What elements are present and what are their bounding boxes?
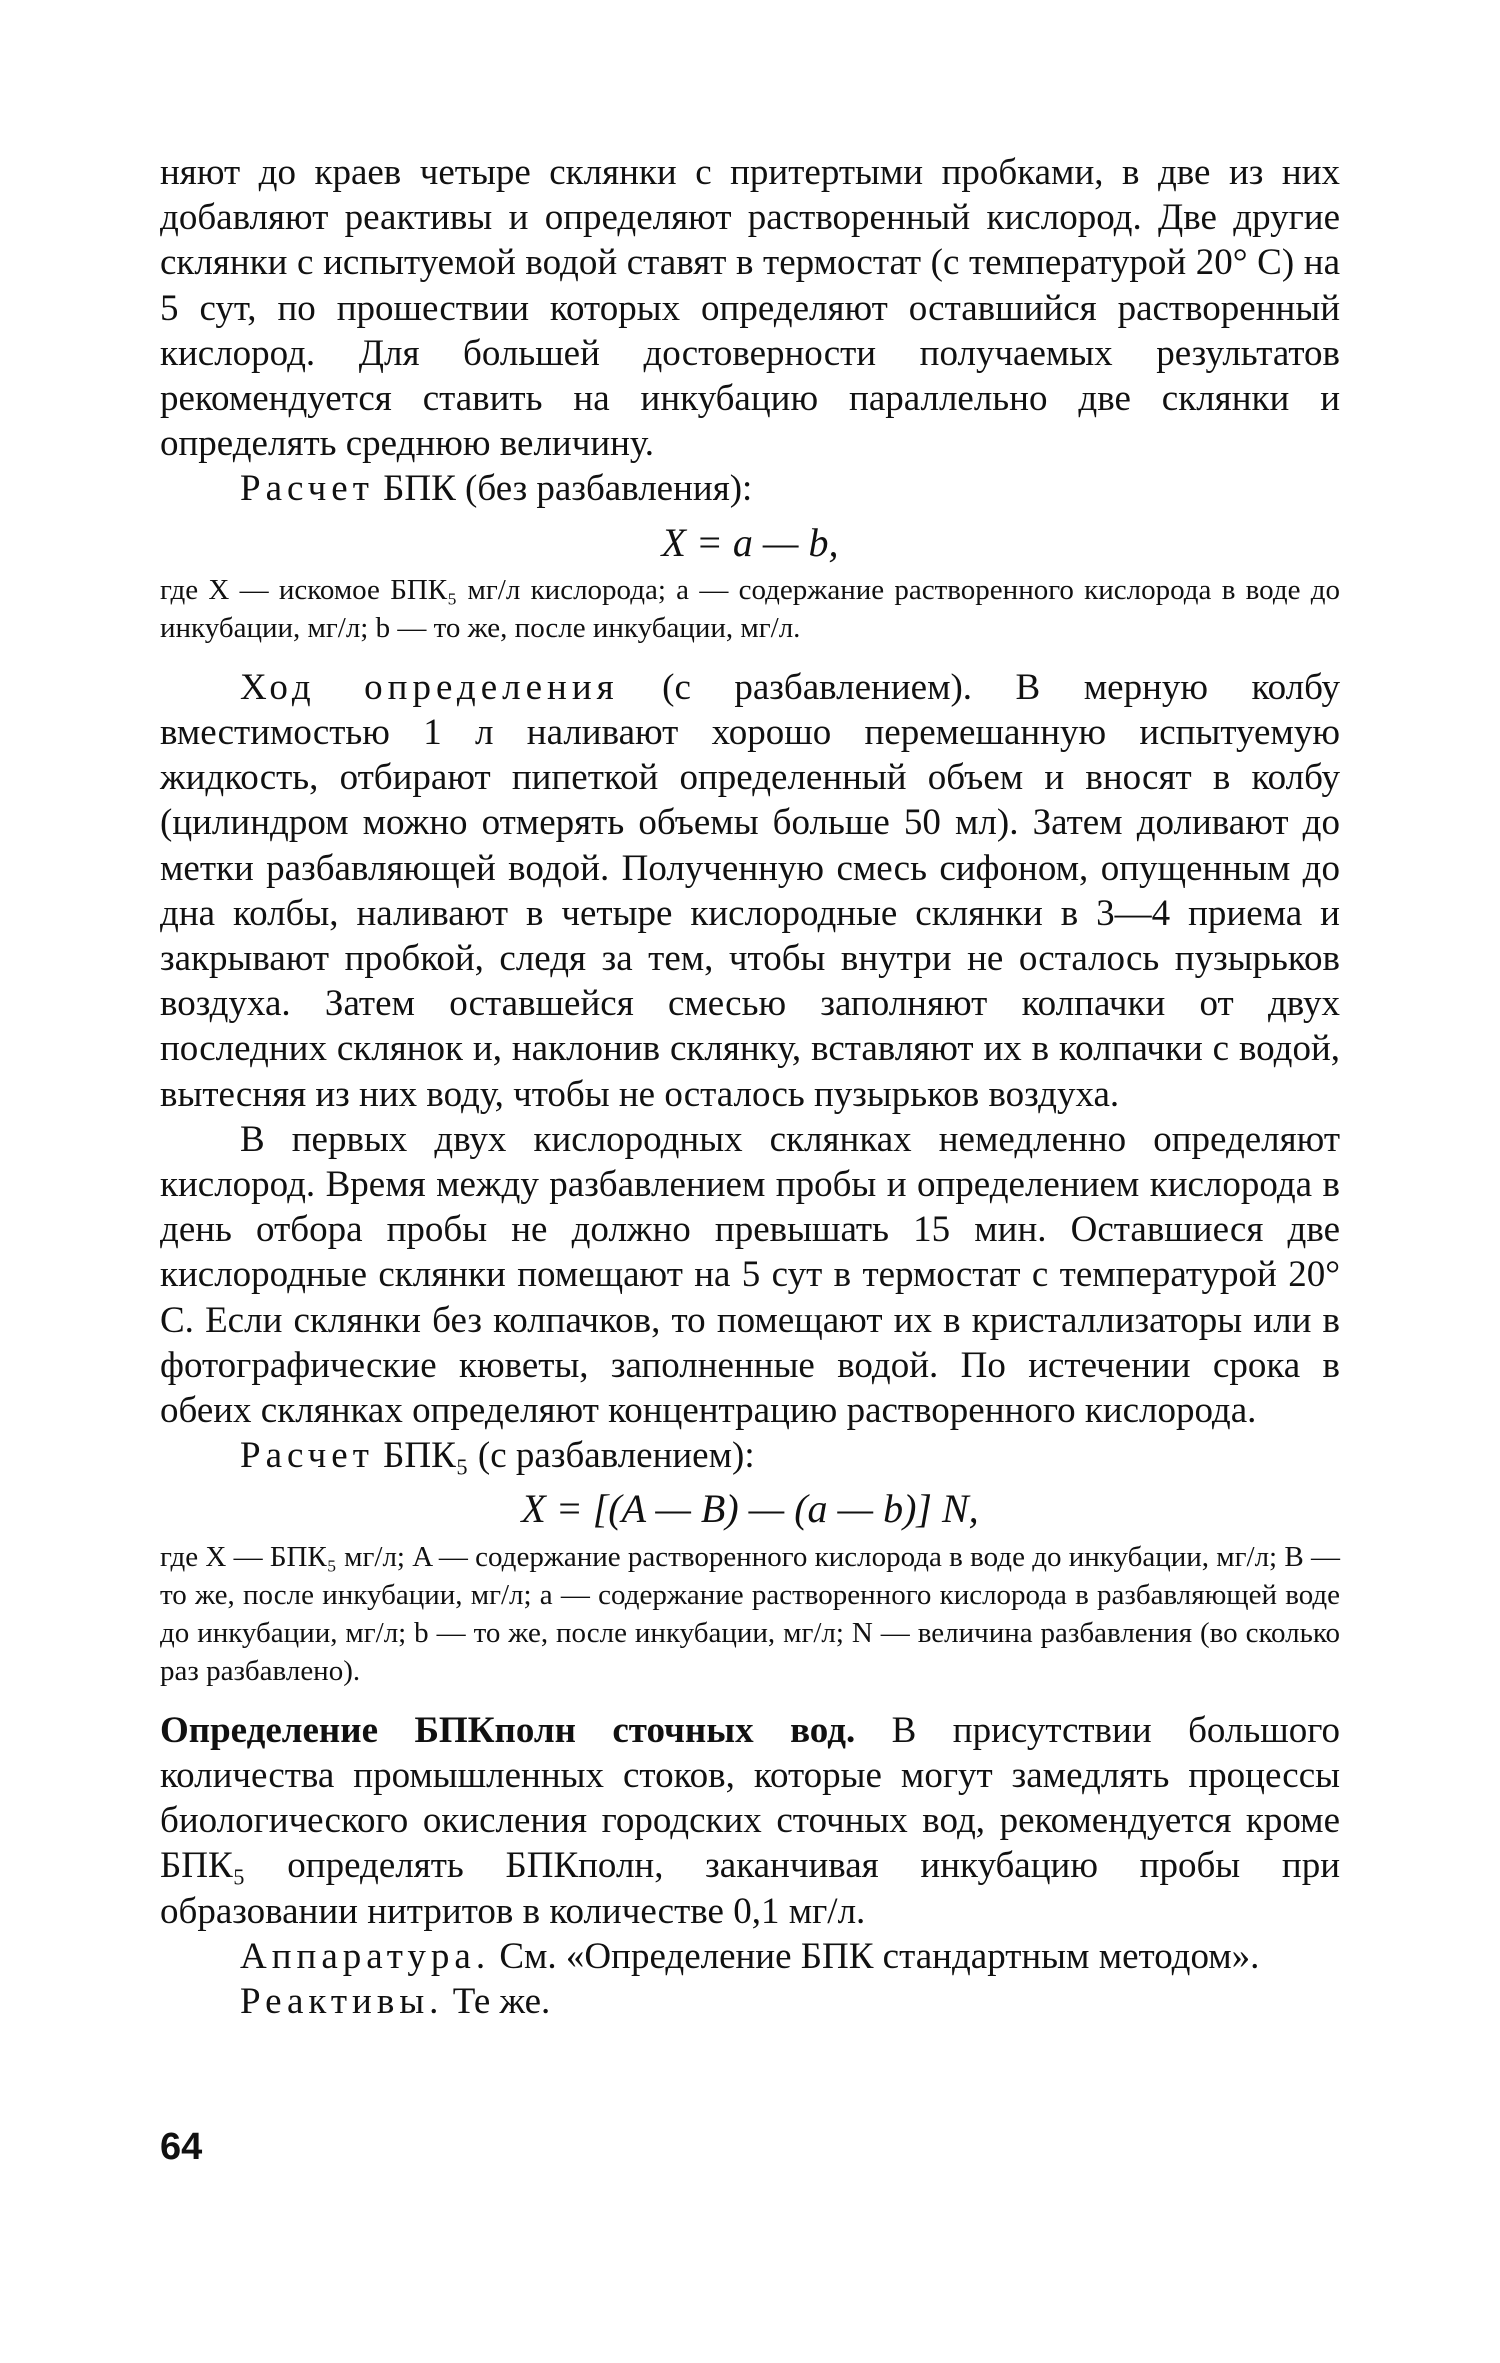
section-paragraph — [160, 1708, 1340, 1934]
procedure-paragraph — [160, 665, 1340, 1117]
section-title: Определение БПКполн сточных вод. — [160, 1709, 856, 1751]
formula-2: X = [(A — B) — (a — b)] N, — [521, 1486, 979, 1532]
page-number: 64 — [160, 2126, 203, 2168]
reagents-line — [160, 1979, 1340, 2024]
calculation-rest: БПК₅ (с разбавлением): — [373, 1435, 755, 1477]
formula-1-note: где X — искомое БПК₅ мг/л кислорода; a — содержание растворенного кислорода в воде до инкубации, мг/л; b — то же, после инкубации, мг/л. — [160, 573, 1340, 644]
page-body — [160, 150, 1340, 2024]
calculation-rest: БПК (без разбавления): — [373, 468, 753, 510]
section-text: В присутствии большого количества промышленных стоков, которые могут замедлять процессы биологического окисления городских сточных вод, рекомендуется кроме БПК₅ определять БПКполн, заканчивая инкубацию пробы при образовании нитритов в количестве 0,1 мг/л. — [160, 1709, 1340, 1932]
formula-2-note: где X — БПК₅ мг/л; A — содержание растворенного кислорода в воде до инкубации, мг/л; B — то же, после инкубации, мг/л; a — содержание растворенного кислорода в разбавляющей воде до инкубации, мг/л; b — то же, после инкубации, мг/л; N — величина разбавления (во сколько раз разбавлено). — [160, 1540, 1340, 1687]
reagents-label: Реактивы. — [240, 1980, 444, 2022]
calculation-heading-1 — [160, 466, 1340, 511]
procedure-text: (с разбавлением). В мерную колбу вместимостью 1 л наливают хорошо перемешанную испытуемую жидкость, отбирают пипеткой определенный объем и вносят в колбу (цилиндром можно отмерять объемы больше 50 мл). Затем доливают до метки разбавляющей водой. Полученную смесь сифоном, опущенным до дна колбы, наливают в четыре кислородные склянки в 3—4 приема и закрывают пробкой, следя за тем, чтобы внутри не осталось пузырьков воздуха. Затем оставшейся смесью заполняют колпачки от двух последних склянок и, наклонив склянку, вставляют их в колпачки с водой, вытесняя из них воду, чтобы не осталось пузырьков воздуха. — [160, 666, 1340, 1115]
reagents-text: Те же. — [443, 1980, 551, 2022]
apparatus-line — [160, 1934, 1340, 1979]
apparatus-label: Аппаратура. — [240, 1935, 491, 1977]
procedure-label: Ход определения — [240, 666, 619, 708]
calculation-label: Расчет — [240, 468, 374, 510]
paragraph-oxygen: В первых двух кислородных склянках немедленно определяют кислород. Время между разбавлением пробы и определением кислорода в день отбора пробы не должно превышать 15 мин. Оставшиеся две кислородные склянки помещают на 5 сут в термостат с температурой 20° С. Если склянки без колпачков, то помещают их в кристаллизаторы или в фотографические кюветы, заполненные водой. По истечении срока в обеих склянках определяют концентрацию растворенного кислорода. — [160, 1118, 1340, 1432]
apparatus-text: См. «Определение БПК стандартным методом». — [490, 1935, 1260, 1977]
calculation-label: Расчет — [240, 1435, 374, 1477]
formula-1: X = a — b, — [661, 519, 839, 565]
calculation-heading-2 — [160, 1433, 1340, 1478]
paragraph-intro: няют до краев четыре склянки с притертыми пробками, в две из них добавляют реактивы и определяют растворенный кислород. Две другие склянки с испытуемой водой ставят в термостат (с температурой 20° С) на 5 сут, по прошествии которых определяют оставшийся растворенный кислород. Для большей достоверности получаемых результатов рекомендуется ставить на инкубацию параллельно две склянки и определять среднюю величину. — [160, 152, 1340, 465]
